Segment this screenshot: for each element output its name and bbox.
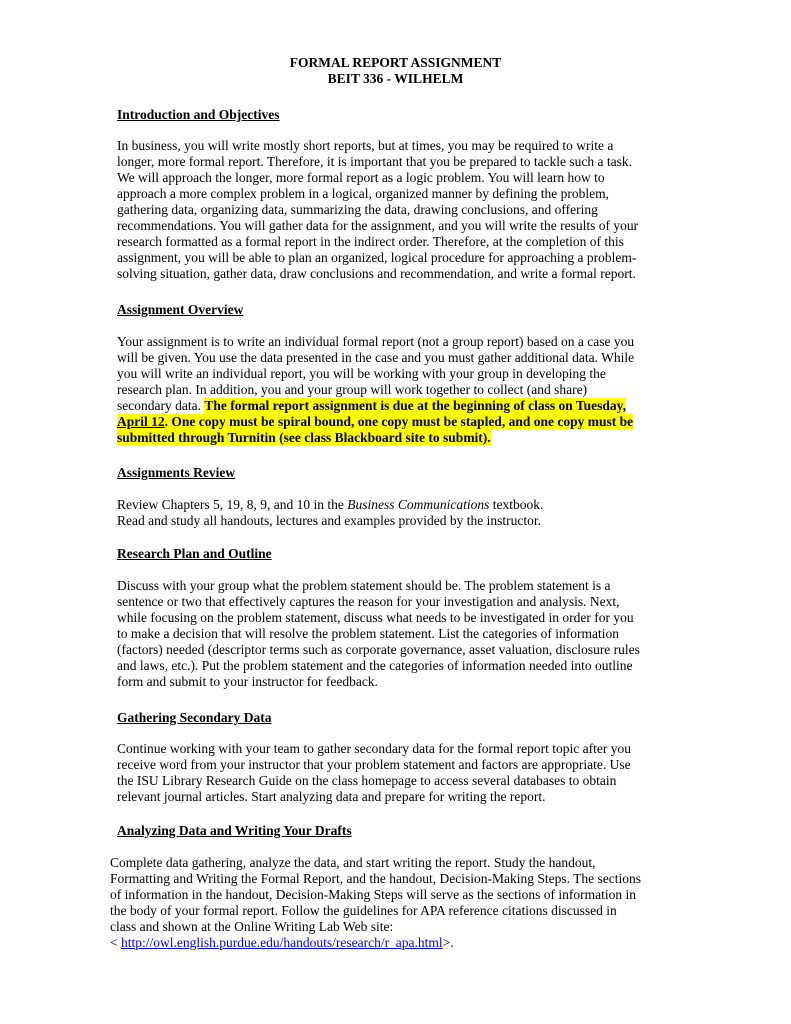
paragraph-line: the body of your formal report. Follow the guidelines for APA reference citations discussed in <box>110 903 617 918</box>
paragraph-line: while focusing on the problem statement, discuss what needs to be investigated in order for you <box>117 610 634 625</box>
paragraph-line: gathering data, organizing data, summarizing the data, drawing conclusions, and offering <box>117 202 598 217</box>
paragraph-text: textbook. <box>489 497 544 512</box>
paragraph-line: Continue working with your team to gather secondary data for the formal report topic after you <box>117 741 631 756</box>
paragraph-line: longer, more formal report. Therefore, it is important that you be prepared to tackle such a task. <box>117 154 633 169</box>
submission-highlight: . One copy must be spiral bound, one copy must be stapled, and one copy must be <box>164 414 634 429</box>
heading-research-plan: Research Plan and Outline <box>117 546 272 561</box>
turnitin-highlight: submitted through Turnitin (see class Blackboard site to submit). <box>117 430 491 445</box>
analyzing-paragraph <box>110 855 680 951</box>
paragraph-line <box>117 414 677 430</box>
paragraph-line: assignment, you will be able to plan an organized, logical procedure for approaching a problem- <box>117 250 637 265</box>
heading-introduction: Introduction and Objectives <box>117 107 280 122</box>
paragraph-line <box>117 430 677 446</box>
paragraph-line: approach a more complex problem in a logical, organized manner by defining the problem, <box>117 186 609 201</box>
paragraph-line: and laws, etc.). Put the problem statement and the categories of information needed into outline <box>117 658 633 673</box>
paragraph-line <box>117 497 677 513</box>
paragraph-text: secondary data. <box>117 398 205 413</box>
heading-assignments-review: Assignments Review <box>117 465 236 480</box>
paragraph-line: the ISU Library Research Guide on the class homepage to access several databases to obtain <box>117 773 617 788</box>
paragraph-line: of information in the handout, Decision-Making Steps will serve as the sections of information in <box>110 887 637 902</box>
intro-paragraph <box>117 138 677 282</box>
paragraph-line: research formatted as a formal report in the indirect order. Therefore, at the completion of this <box>117 234 624 249</box>
paragraph-line: relevant journal articles. Start analyzing data and prepare for writing the report. <box>117 789 546 804</box>
course-subtitle: BEIT 336 - WILHELM <box>327 71 464 86</box>
gathering-paragraph <box>117 741 677 805</box>
paragraph-text: >. <box>442 935 454 950</box>
overview-paragraph <box>117 334 677 446</box>
review-paragraph <box>117 497 677 529</box>
paragraph-line: sentence or two that effectively captures the reason for your investigation and analysis. Next, <box>117 594 620 609</box>
paragraph-line: research plan. In addition, you and your group will work together to collect (and share) <box>117 382 588 397</box>
paragraph-line: Formatting and Writing the Formal Report, and the handout, Decision-Making Steps. The sections <box>110 871 642 886</box>
heading-gathering-data: Gathering Secondary Data <box>117 710 272 725</box>
plan-paragraph <box>117 578 677 690</box>
textbook-title: Business Communications <box>347 497 490 512</box>
paragraph-text: Review Chapters 5, 19, 8, 9, and 10 in the <box>117 497 348 512</box>
apa-guide-link[interactable]: http://owl.english.purdue.edu/handouts/research/r_apa.html <box>121 935 443 950</box>
paragraph-line: We will approach the longer, more formal report as a logic problem. You will learn how to <box>117 170 605 185</box>
paragraph-line: recommendations. You will gather data for the assignment, and you will write the results of your <box>117 218 639 233</box>
paragraph-line: In business, you will write mostly short reports, but at times, you may be required to write a <box>117 138 614 153</box>
paragraph-line: Discuss with your group what the problem statement should be. The problem statement is a <box>117 578 611 593</box>
due-date-underlined: April 12 <box>117 414 165 429</box>
paragraph-line: form and submit to your instructor for feedback. <box>117 674 378 689</box>
paragraph-line <box>117 398 677 414</box>
paragraph-line: you will write an individual report, you will be working with your group in developing the <box>117 366 606 381</box>
due-date-highlight: The formal report assignment is due at the beginning of class on Tuesday, <box>204 398 627 413</box>
heading-analyzing-data: Analyzing Data and Writing Your Drafts <box>117 823 352 838</box>
paragraph-line: Read and study all handouts, lectures and examples provided by the instructor. <box>117 513 542 528</box>
paragraph-line: will be given. You use the data presented in the case and you must gather additional data. While <box>117 350 635 365</box>
paragraph-line: to make a decision that will resolve the problem statement. List the categories of information <box>117 626 619 641</box>
document-title: FORMAL REPORT ASSIGNMENT <box>289 55 502 70</box>
paragraph-line: class and shown at the Online Writing Lab Web site: <box>110 919 394 934</box>
paragraph-line: Your assignment is to write an individual formal report (not a group report) based on a case you <box>117 334 635 349</box>
paragraph-line: solving situation, gather data, draw conclusions and recommendation, and write a formal report. <box>117 266 636 281</box>
paragraph-line: Complete data gathering, analyze the data, and start writing the report. Study the handout, <box>110 855 596 870</box>
paragraph-line: receive word from your instructor that your problem statement and factors are appropriate. Use <box>117 757 631 772</box>
heading-assignment-overview: Assignment Overview <box>117 302 244 317</box>
paragraph-line: (factors) needed (descriptor terms such as corporate governance, asset valuation, disclosure rules <box>117 642 640 657</box>
paragraph-text: < <box>110 935 121 950</box>
paragraph-line <box>110 935 680 951</box>
